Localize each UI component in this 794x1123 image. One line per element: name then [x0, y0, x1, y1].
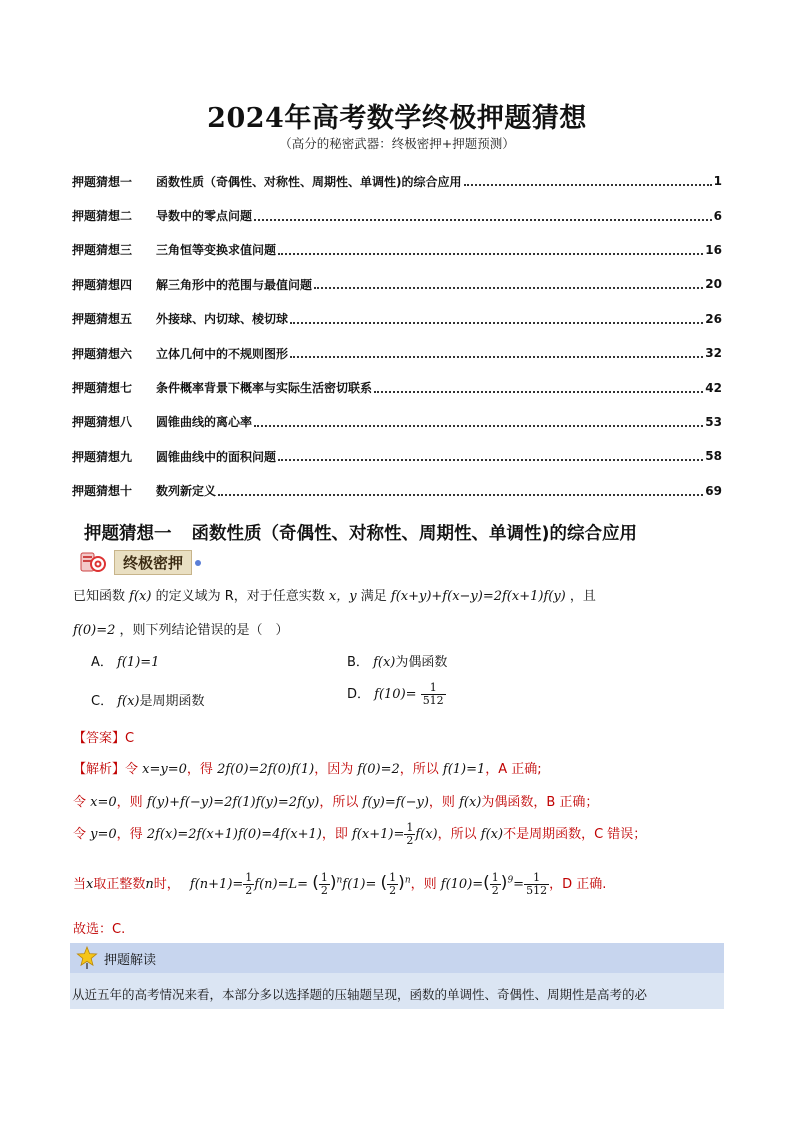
toc-page: 32 — [705, 346, 722, 361]
math: n — [145, 877, 154, 892]
math: f(x) — [129, 589, 152, 604]
option-key: C． — [91, 694, 114, 709]
math: f(10)= — [374, 687, 417, 702]
problem-line-1 — [73, 585, 596, 604]
toc-page: 20 — [705, 277, 722, 292]
numerator: 1 — [491, 871, 499, 884]
denominator: 2 — [406, 834, 414, 847]
toc-row[interactable] — [72, 198, 722, 232]
paren: ) — [329, 873, 337, 893]
text: ，所以 — [437, 827, 477, 842]
toc-page: 6 — [713, 208, 722, 223]
text: 为偶函数 — [395, 655, 448, 670]
analysis-final: 故选：C. — [73, 922, 126, 937]
toc-page: 42 — [705, 380, 722, 395]
math: f(1)=1 — [117, 655, 160, 670]
text: ，则 — [410, 877, 437, 892]
paren: ( — [380, 873, 388, 893]
text: ，且 — [569, 589, 596, 604]
text: ，因为 — [314, 762, 354, 777]
page-subtitle: （高分的秘密武器：终极密押+押题预测） — [279, 136, 515, 151]
numerator: 1 — [406, 821, 414, 834]
text: 令 — [125, 762, 139, 777]
toc-label: 押题猜想十 — [72, 484, 133, 499]
text: ，得 — [186, 762, 213, 777]
fraction — [387, 872, 398, 897]
math: f(x+y)+f(x−y)=2f(x+1)f(y) — [390, 589, 566, 604]
toc-row[interactable] — [72, 164, 722, 198]
toc-text: 外接球、内切球、棱切球 — [156, 312, 289, 327]
toc-row[interactable] — [72, 336, 722, 370]
toc-leader — [278, 253, 703, 255]
denominator: 2 — [389, 884, 397, 897]
paren: ( — [312, 873, 319, 893]
problem-line-2 — [73, 619, 289, 638]
text: 的定义域为 R，对于任意实数 — [155, 589, 325, 604]
toc-page: 58 — [705, 449, 722, 464]
math: f(x) — [480, 827, 504, 842]
toc-leader — [314, 287, 703, 289]
toc-row[interactable] — [72, 302, 722, 336]
toc-text: 解三角形中的范围与最值问题 — [156, 277, 313, 292]
math: f(x) — [117, 694, 140, 709]
target-icon — [80, 551, 108, 575]
denominator: 2 — [245, 884, 253, 897]
math: y=0 — [90, 827, 117, 842]
toc-label: 押题猜想四 — [72, 277, 133, 292]
math: f(10)= — [440, 877, 484, 892]
fraction — [421, 682, 446, 707]
analysis-line-1 — [73, 758, 542, 777]
toc-leader — [290, 322, 703, 324]
math: f(x) — [373, 655, 396, 670]
numerator: 1 — [320, 871, 328, 884]
toc-leader — [254, 425, 703, 427]
fraction — [524, 872, 549, 897]
math: 2f(x)=2f(x+1)f(0)=4f(x+1) — [146, 827, 322, 842]
star-icon — [76, 946, 98, 970]
toc-leader — [218, 494, 703, 496]
paren: ) — [398, 873, 405, 893]
text: 是周期函数 — [139, 694, 205, 709]
toc-row[interactable] — [72, 267, 722, 301]
toc-row[interactable] — [72, 233, 722, 267]
toc-text: 数列新定义 — [156, 484, 217, 499]
text: 取正整数 — [93, 877, 146, 892]
option-d[interactable] — [347, 682, 446, 707]
page-title: 2024年高考数学终极押题猜想 — [207, 103, 587, 134]
math: f(n+1)= — [189, 877, 244, 892]
toc-leader — [290, 356, 703, 358]
text: ，所以 — [319, 795, 359, 810]
toc-text: 立体几何中的不规则图形 — [156, 346, 289, 361]
toc-row[interactable] — [72, 370, 722, 404]
analysis-line-3 — [73, 822, 646, 847]
analysis-line-2 — [73, 791, 598, 810]
option-b[interactable] — [347, 651, 447, 670]
math: f(1)= — [342, 877, 377, 892]
denominator: 512 — [422, 694, 444, 707]
exponent: n — [336, 875, 343, 886]
fraction — [243, 872, 254, 897]
section-heading — [84, 520, 637, 545]
toc-page: 69 — [705, 483, 722, 498]
badge-label: 终极密押 — [114, 550, 192, 575]
math: f(y)+f(−y)=2f(1)f(y)=2f(y) — [146, 795, 320, 810]
option-c[interactable] — [91, 690, 205, 709]
toc-text: 圆锥曲线的离心率 — [156, 415, 253, 430]
numerator: 1 — [245, 871, 253, 884]
paren: ) — [500, 873, 508, 893]
math: f(1)=1 — [442, 762, 486, 777]
text: 为偶函数，B 正确； — [481, 795, 599, 810]
answer-value: C — [125, 731, 135, 746]
fraction — [490, 872, 501, 897]
text: ，所以 — [399, 762, 439, 777]
math: = — [513, 877, 525, 892]
toc-text: 三角恒等变换求值问题 — [156, 243, 277, 258]
toc-text: 条件概率背景下概率与实际生活密切联系 — [156, 381, 373, 396]
numerator: 1 — [524, 872, 549, 885]
text: 令 — [73, 795, 87, 810]
toc-row[interactable] — [72, 405, 722, 439]
answer-label: 【答案】 — [73, 731, 126, 746]
toc-label: 押题猜想六 — [72, 346, 133, 361]
toc-label: 押题猜想九 — [72, 449, 133, 464]
option-key: D． — [347, 687, 371, 702]
toc-page: 26 — [705, 311, 722, 326]
math: f(0)=2 — [73, 623, 116, 638]
toc-page: 1 — [713, 174, 722, 189]
text: 当 — [73, 877, 87, 892]
section-title-text: 函数性质（奇偶性、对称性、周期性、单调性)的综合应用 — [191, 524, 637, 544]
text: 满足 — [360, 589, 387, 604]
toc-label: 押题猜想八 — [72, 415, 133, 430]
text: 时， — [153, 877, 180, 892]
option-key: B． — [347, 655, 369, 670]
toc-label: 押题猜想七 — [72, 381, 133, 396]
math: f(y)=f(−y) — [362, 795, 429, 810]
interpretation-label: 押题解读 — [104, 952, 157, 968]
text: ，A 正确; — [485, 762, 542, 777]
exponent: 9 — [507, 875, 514, 886]
toc-label: 押题猜想二 — [72, 209, 133, 224]
dot-icon — [195, 560, 201, 566]
table-of-contents — [72, 164, 722, 508]
toc-row[interactable] — [72, 474, 722, 508]
toc-leader — [254, 219, 712, 221]
toc-leader — [464, 184, 712, 186]
toc-text: 导数中的零点问题 — [156, 209, 253, 224]
toc-label: 押题猜想一 — [72, 174, 133, 189]
text: 已知函数 — [73, 589, 126, 604]
text: ，则 — [116, 795, 143, 810]
toc-text: 圆锥曲线中的面积问题 — [156, 449, 277, 464]
math: f(n)=L= — [254, 877, 309, 892]
denominator: 2 — [491, 884, 499, 897]
fraction — [319, 872, 330, 897]
math: x=0 — [90, 795, 117, 810]
math: x=y=0 — [142, 762, 187, 777]
text: ，即 — [321, 827, 348, 842]
denominator: 2 — [320, 884, 328, 897]
badge — [80, 550, 201, 575]
math: f(0)=2 — [357, 762, 400, 777]
answer-line — [73, 727, 134, 746]
denominator: 512 — [526, 884, 548, 897]
text: 不是周期函数，C 错误； — [503, 827, 647, 842]
math: f(x+1)= — [352, 827, 405, 842]
interpretation-body: 从近五年的高考情况来看，本部分多以选择题的压轴题呈现，函数的单调性、奇偶性、周期性是高考的必 — [72, 987, 648, 1002]
math: f(x) — [415, 827, 438, 842]
math: x，y — [328, 589, 357, 604]
numerator: 1 — [421, 682, 446, 695]
toc-label: 押题猜想五 — [72, 312, 133, 327]
math: x — [86, 877, 94, 892]
text: 令 — [73, 827, 87, 842]
toc-page: 16 — [705, 242, 722, 257]
fraction — [404, 822, 415, 847]
analysis-line-4 — [73, 872, 606, 897]
text: ，则 — [428, 795, 455, 810]
toc-page: 53 — [705, 414, 722, 429]
exponent: n — [404, 875, 411, 886]
text: ，D 正确. — [549, 877, 607, 892]
toc-leader — [374, 391, 703, 393]
option-key: A． — [91, 655, 113, 670]
section-label: 押题猜想一 — [84, 524, 172, 544]
analysis-label: 【解析】 — [73, 762, 126, 777]
toc-row[interactable] — [72, 439, 722, 473]
toc-leader — [278, 459, 703, 461]
toc-text: 函数性质（奇偶性、对称性、周期性、单调性)的综合应用 — [156, 174, 462, 189]
text: ，得 — [116, 827, 143, 842]
option-a[interactable] — [91, 651, 159, 670]
toc-label: 押题猜想三 — [72, 243, 133, 258]
math: 2f(0)=2f(0)f(1) — [217, 762, 315, 777]
paren: ( — [483, 873, 490, 893]
text: ，则下列结论错误的是（ ） — [119, 623, 289, 638]
math: f(x) — [459, 795, 482, 810]
numerator: 1 — [389, 871, 397, 884]
interpretation-header — [70, 943, 724, 973]
